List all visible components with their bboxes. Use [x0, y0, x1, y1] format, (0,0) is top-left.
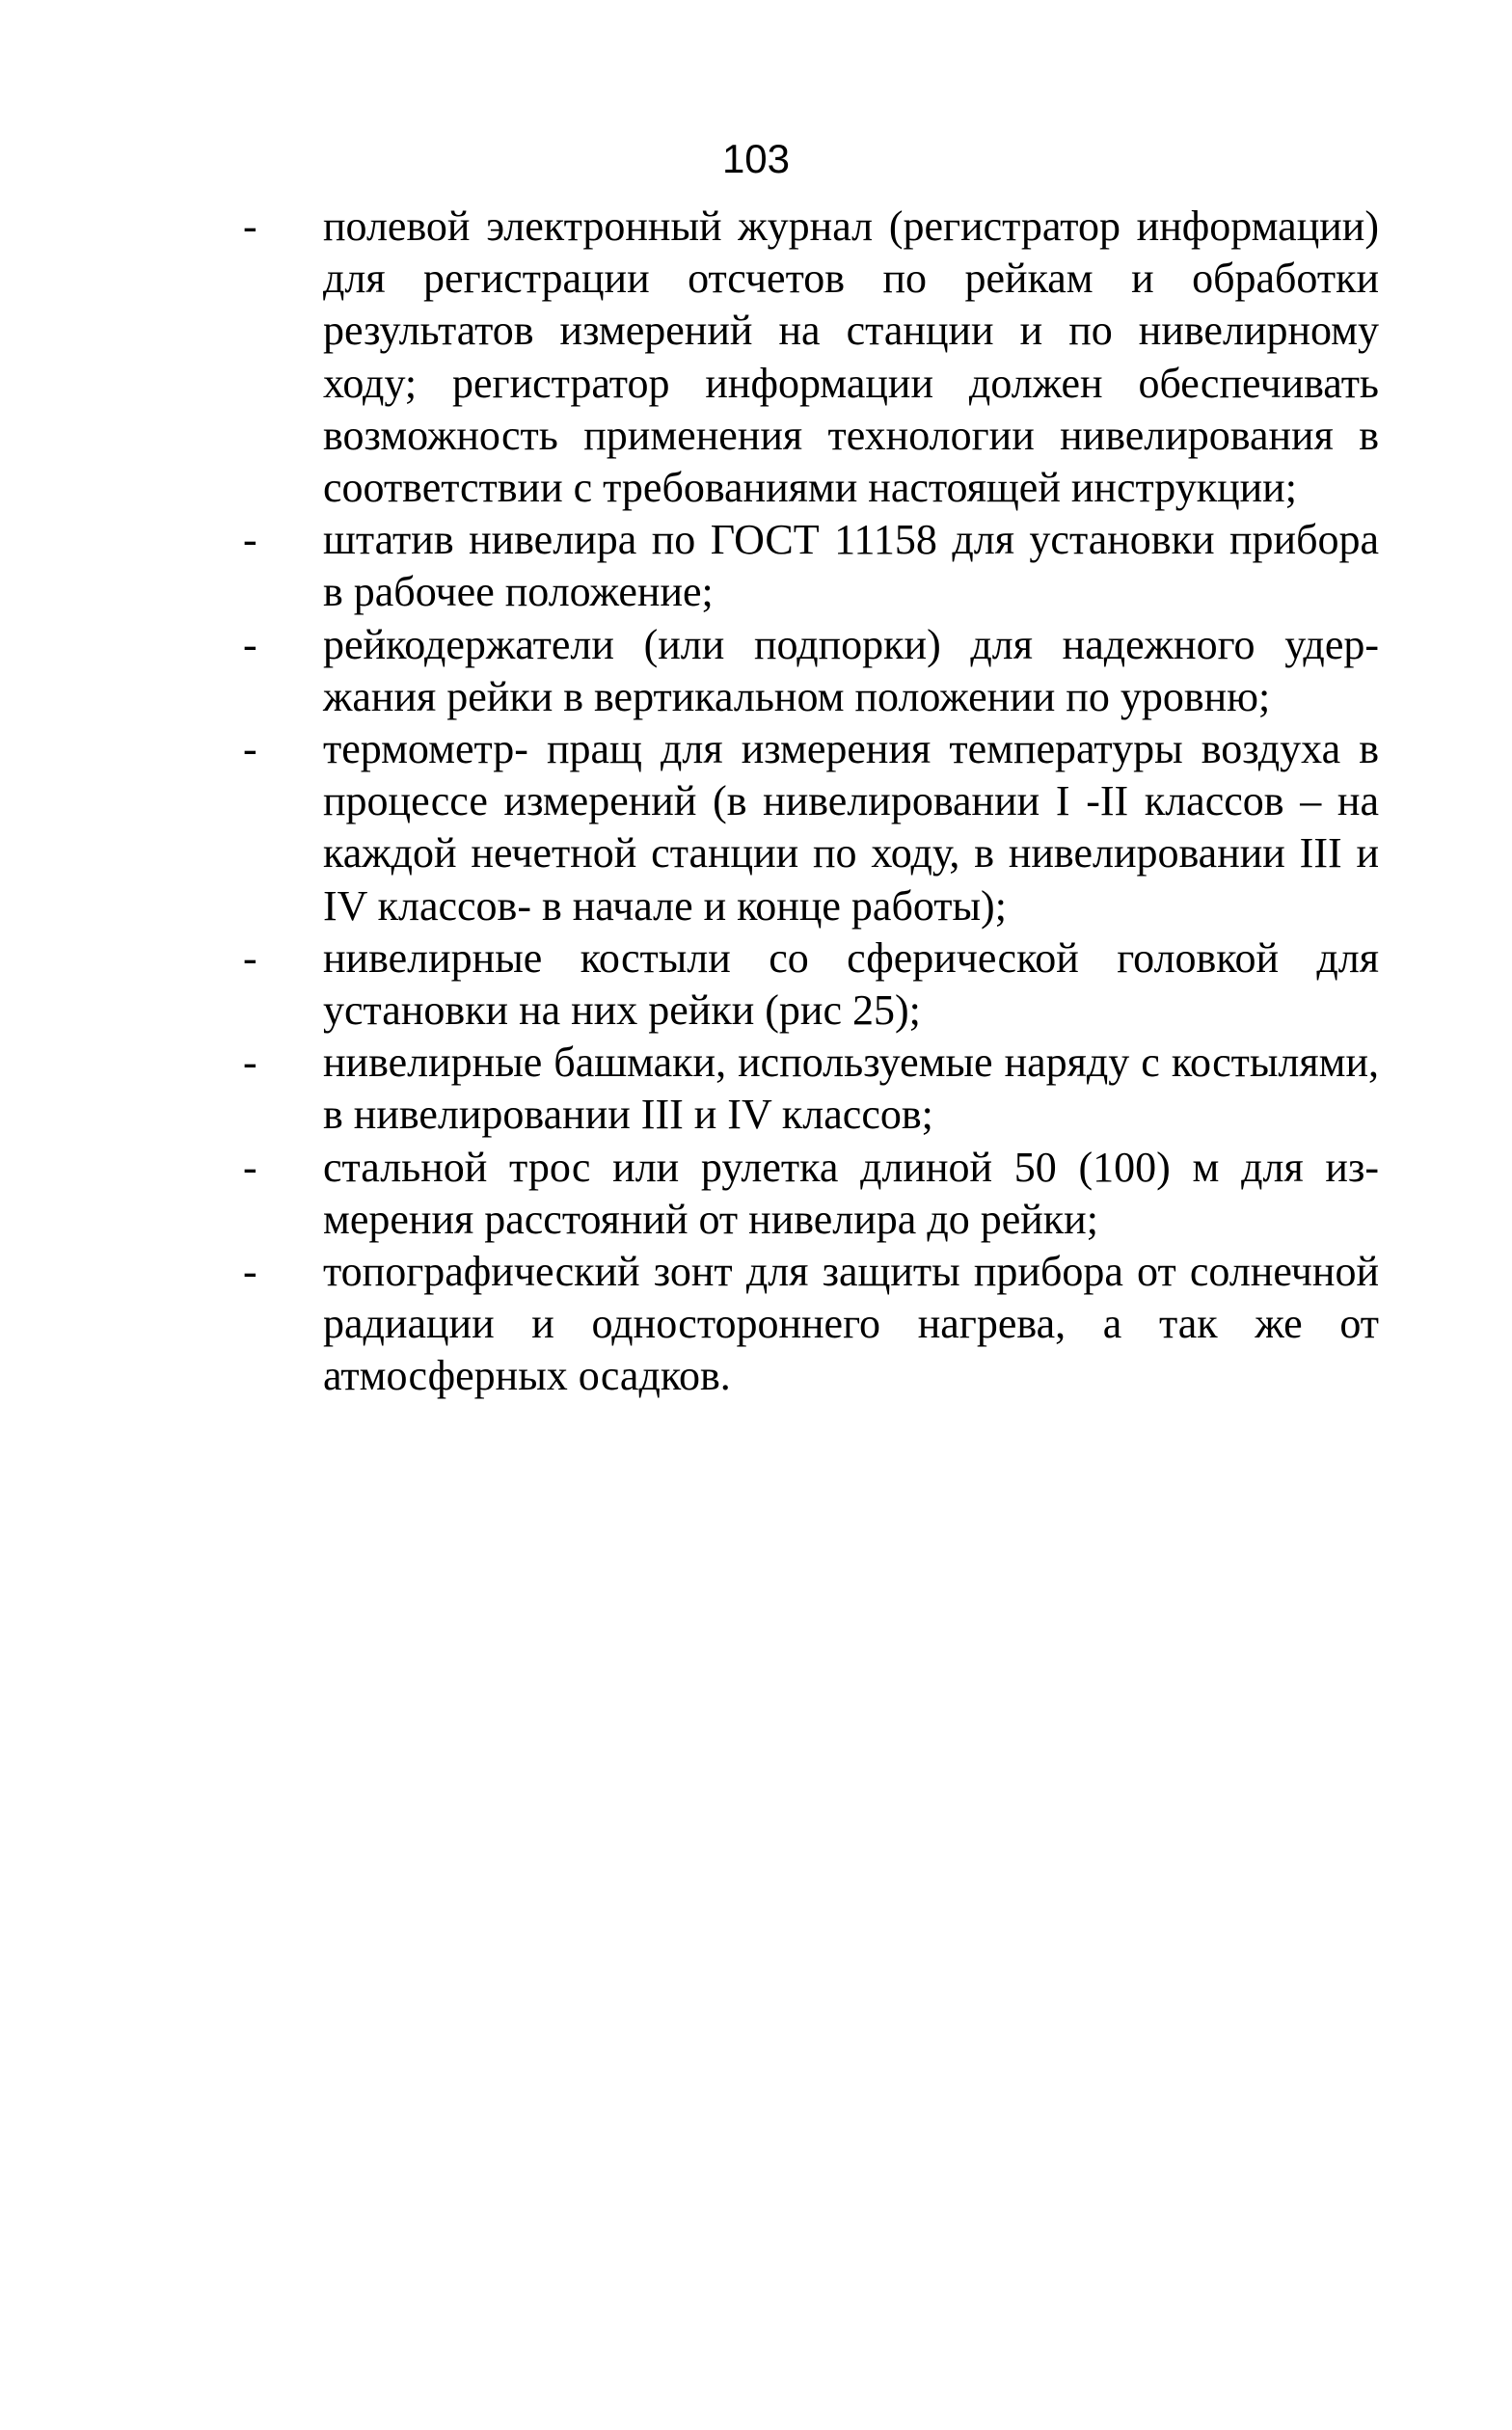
list-bullet-dash: -: [243, 202, 257, 250]
list-bullet-dash: -: [243, 620, 257, 668]
list-item: [0, 1037, 1512, 1141]
list-bullet-dash: -: [243, 1248, 257, 1296]
list-item: [0, 723, 1512, 932]
page-number: 103: [721, 136, 791, 181]
list-item: [0, 1142, 1512, 1246]
list-item: [0, 932, 1512, 1037]
list-item-text: термометр- пращ для измерения температуры воздуха в процессе измерений (в нивелировании I -II классов – на каждой нечетной станции по ходу, в нивелировании III и IV классов- в начале и конце работы);: [323, 725, 1379, 930]
list-item: [0, 201, 1512, 514]
list-bullet-dash: -: [243, 516, 257, 564]
list-item-text: стальной трос или рулетка длиной 50 (100) м для измерения расстояний от нивелира до рейки;: [323, 1143, 1379, 1243]
list-item: [0, 1246, 1512, 1403]
list-bullet-dash: -: [243, 1143, 257, 1191]
list-bullet-dash: -: [243, 933, 257, 982]
list-bullet-dash: -: [243, 725, 257, 773]
list-item-text: нивелирные башмаки, используемые наряду с костылями, в нивелировании III и IV классов;: [323, 1039, 1379, 1139]
list-item-text: нивелирные костыли со сферической головкой для установки на них рейки (рис 25);: [323, 933, 1379, 1035]
list-item-text: рейкодержатели (или подпорки) для надежного удержания рейки в вертикальном положении по уровню;: [323, 620, 1379, 720]
list-bullet-dash: -: [243, 1039, 257, 1087]
equipment-list: [0, 201, 1512, 1403]
list-item-text: полевой электронный журнал (регистратор информации) для регистрации отсчетов по рейкам и обработки результатов измерений на станции и по нивелирному ходу; регистратор информации должен обеспечивать возможность применения технологии нивелирования в соответствии с требованиями настоящей инструкции;: [323, 202, 1379, 512]
list-item: [0, 514, 1512, 618]
list-item-text: штатив нивелира по ГОСТ 11158 для установки прибора в рабочее положение;: [323, 516, 1379, 616]
list-item: [0, 619, 1512, 723]
list-item-text: топографический зонт для защиты прибора от солнечной радиации и одностороннего нагрева, а так же от атмосферных осадков.: [323, 1248, 1379, 1400]
